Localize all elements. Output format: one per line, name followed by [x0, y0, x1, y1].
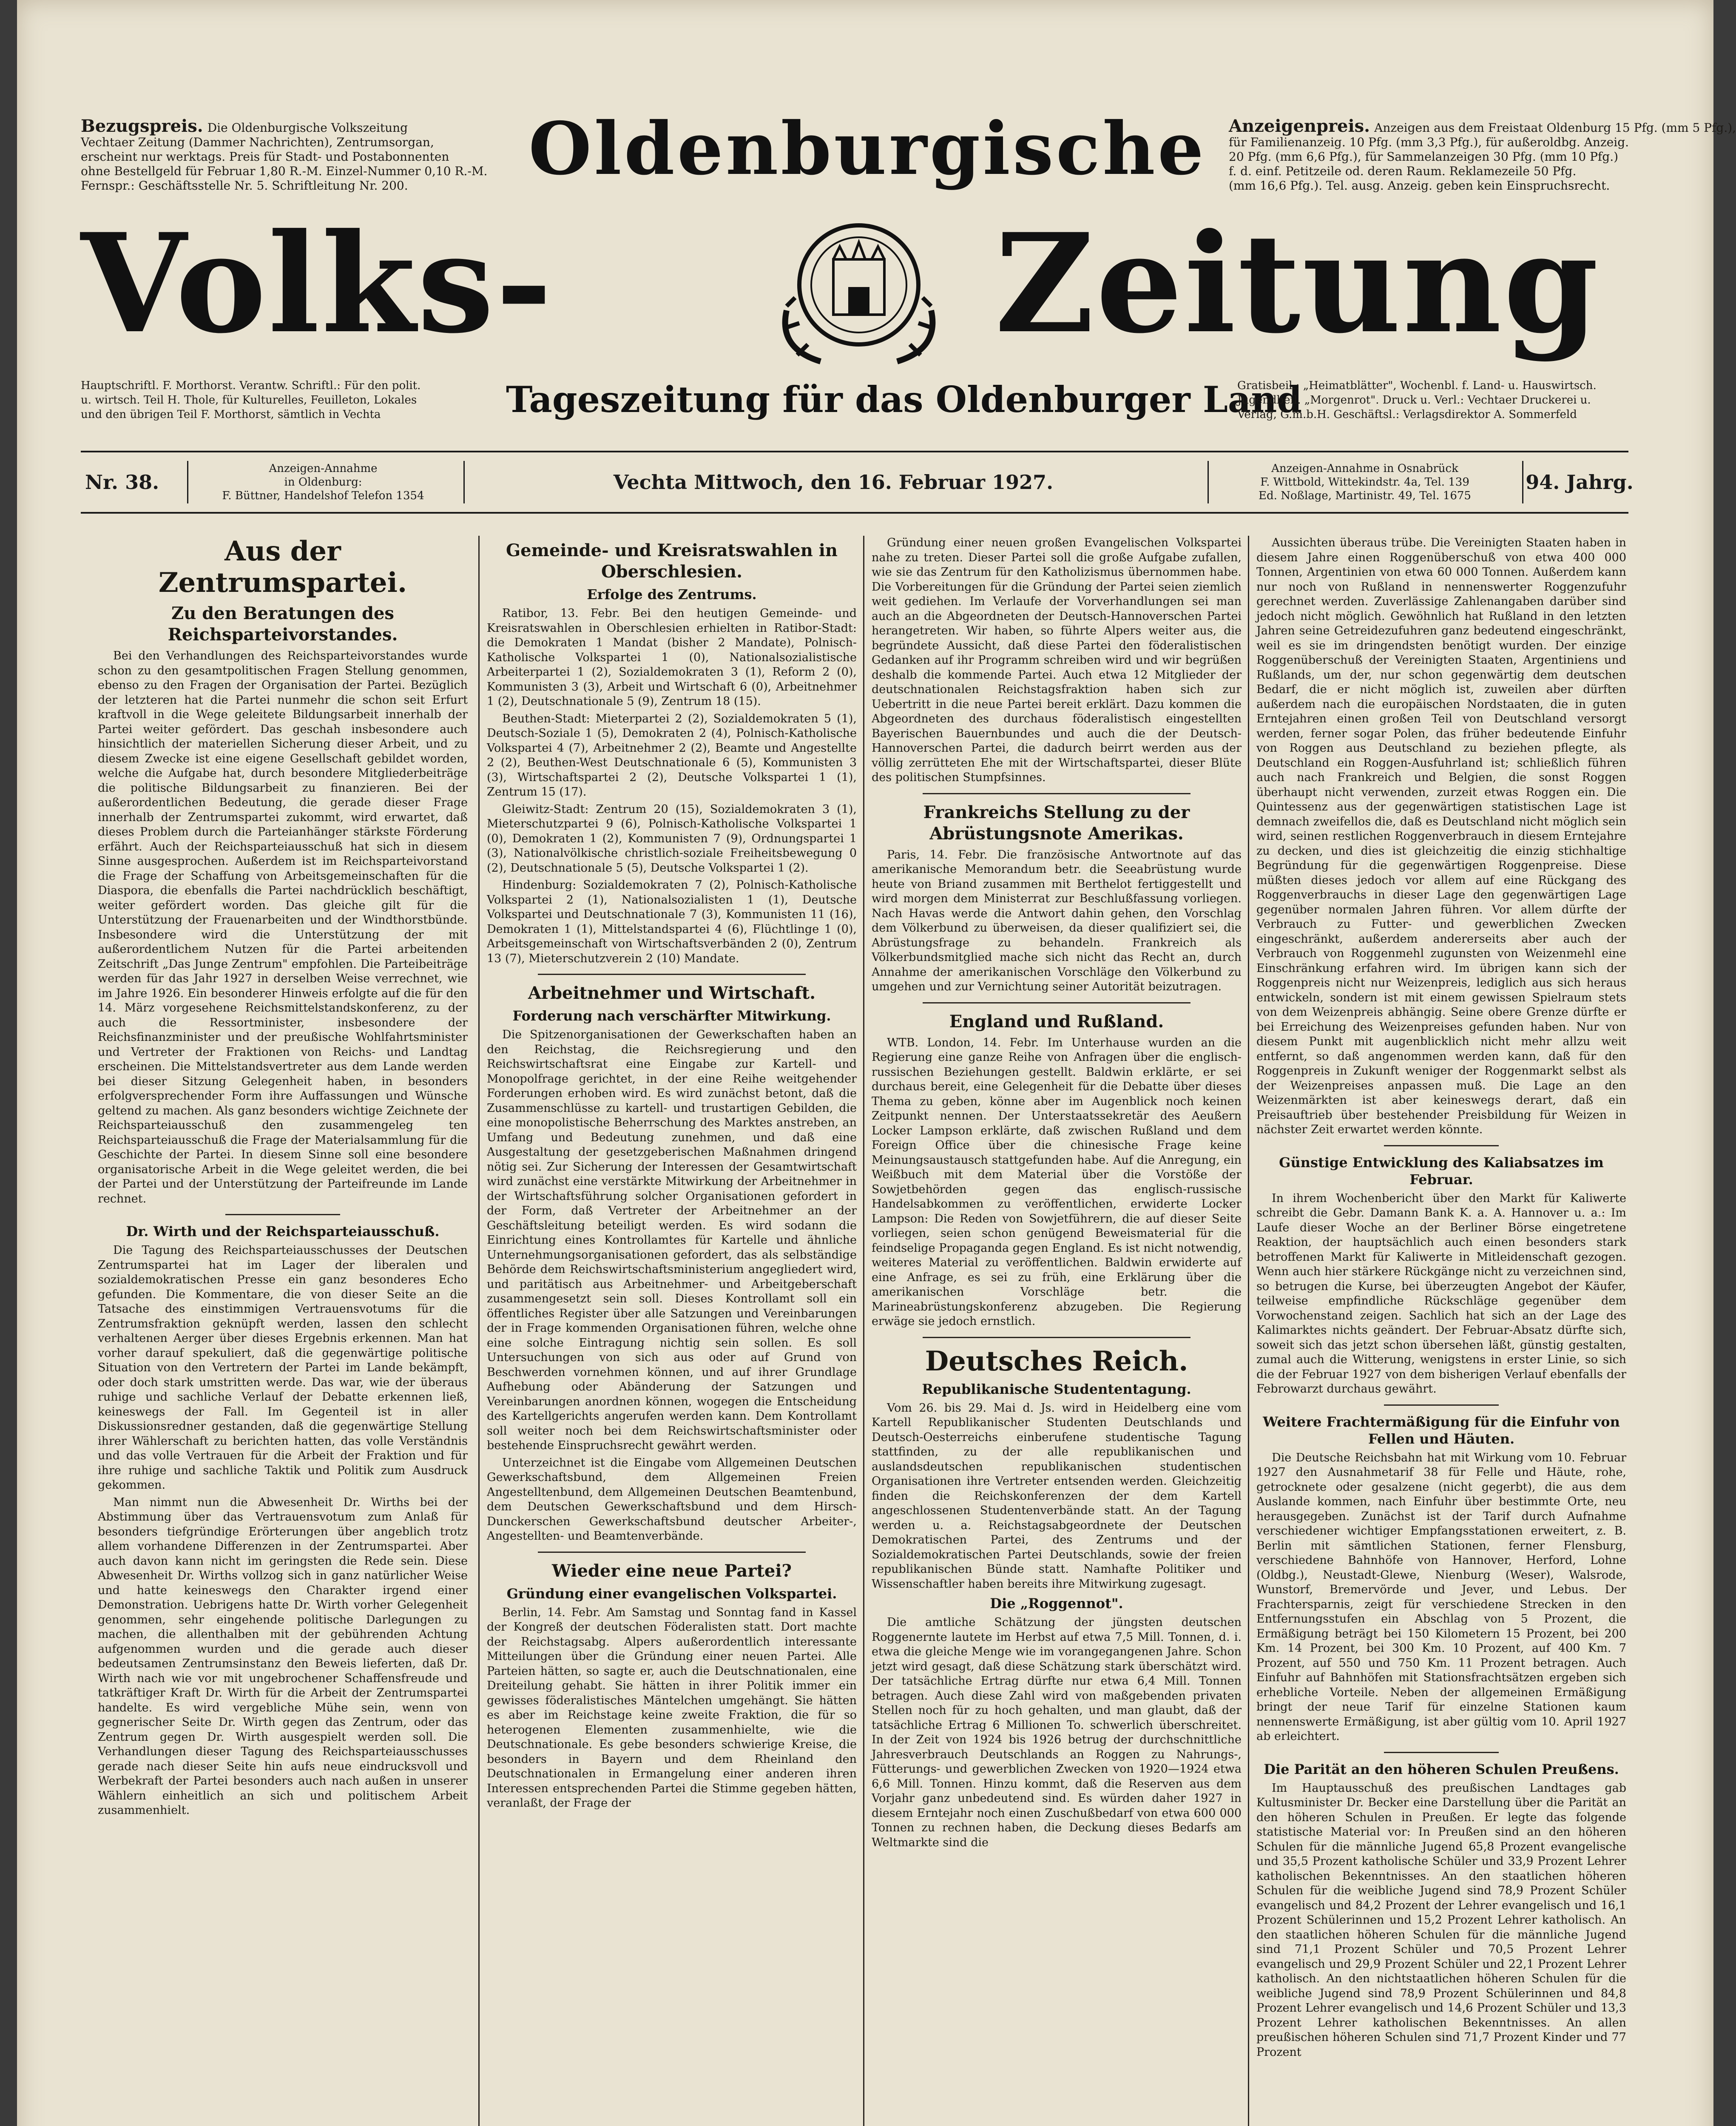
headline-oberschlesien: Gemeinde- und Kreisratswahlen in Oberschlesien. — [506, 540, 838, 582]
subhead-kaliabsatz: Günstige Entwicklung des Kaliabsatzes im Februar. — [1279, 1154, 1604, 1188]
masthead-title-left: Volks- — [81, 204, 554, 364]
headline-neue-partei: Wieder eine neue Partei? — [552, 1560, 792, 1581]
article-paragraph: Gründung einer neuen großen Evangelischen Volkspartei nahe zu treten. Dieser Partei soll die große Aufgabe zufallen, wie sie das Zentrum für den Katholizismus übernommen habe. Die Vorbereitungen für die Gründung der Partei seien ziemlich weit gediehen. Im Verlaufe der Vorverhandlungen sei man auch an die Abgeordneten der Deutsch-Hannoverschen Partei herangetreten. Wir haben, so führte Alpers weiter aus, die begründete Aussicht, daß diese Partei den föderalistischen Gedanken auf ihr Programm schreiben wird und wir begrüßen deshalb die kommende Partei. Auch etwa 12 Mitglieder der deutschnationalen Reichstagsfraktion haben sich zur Uebertritt in die neue Partei bereit erklärt. Dazu kommen die Abgeordneten des durchaus föderalistisch eingestellten Bayerischen Bauernbundes und auch die der Deutsch-Hannoverschen Partei, die dadurch beirrt werden aus der völlig zerrütteten Ehe mit der Wirtschaftspartei, dieser Blüte des politischen Stumpfsinnes. — [872, 536, 1242, 784]
subhead-dr-wirth: Dr. Wirth und der Reichsparteiausschuß. — [126, 1223, 440, 1239]
headline-frankreich: Frankreichs Stellung zu der Abrüstungsnote Amerikas. — [923, 802, 1190, 844]
article-paragraph: Im Hauptausschuß des preußischen Landtages gab Kultusminister Dr. Becker eine Darstellung über die Parität an den höheren Schulen in Preußen. Er legte das folgende statistische Material vor: In Preußen sind an den höheren Schulen für die männliche Jugend 65,8 Prozent evangelische und 35,5 Prozent katholische Schüler und 33,9 Prozent Lehrer katholischen Bekenntnisses. An den staatlichen höheren Schulen für die weibliche Jugend sind 78,9 Prozent Schüler evangelisch und 84,2 Prozent der Lehrer evangelisch und 16,1 Prozent Schülerinnen und 15,2 Prozent Lehrer katholisch. An den staatlichen höheren Schulen für die männliche Jugend sind 71,1 Prozent Schüler und 70,5 Prozent Lehrer evangelisch und 29,9 Prozent Schüler und 22,1 Prozent Lehrer katholisch. An den nichtstaatlichen höheren Schulen für die weibliche Jugend sind 78,9 Prozent Schülerinnen und 84,8 Prozent Lehrer evangelisch und 14,6 Prozent Schüler und 13,3 Prozent Lehrer katholischen Bekenntnisses. An allen preußischen höheren Schulen sind 71,7 Prozent Kinder und 77 Prozent — [1256, 1781, 1626, 2059]
article-paragraph: Gleiwitz-Stadt: Zentrum 20 (15), Sozialdemokraten 3 (1), Mieterschutzpartei 9 (6), Polnisch-Katholische Volkspartei 1 (0), Demokraten 1 (2), Kommunisten 7 (9), Ordnungspartei 1 (3), Nationalvölkische christlich-soziale Freiheitsbewegung 0 (2), Deutschnationale 5 (5), Deutsche Volkspartei 1 (2). — [487, 802, 857, 875]
article-paragraph: Berlin, 14. Febr. Am Samstag und Sonntag fand in Kassel der Kongreß der deutschen Föderalisten statt. Dort machte der Reichstagsabg. Alpers außerordentlich interessante Mitteilungen über die Gründung einer neuen Partei. Alle Parteien hätten, so sagte er, auch die Deutschnationalen, eine Dreiteilung gehabt. Sie hätten in ihrer Politik immer ein gewisses föderalistisches Mäntelchen umgehängt. Sie hätten es aber im Reichstage keine zweite Fraktion, die für so heterogenen Elementen zusammenhielte, wie die Deutschnationale. Es gebe besonders schwierige Kreise, die besonders in Bayern und dem Rheinland den Deutschnationalen in Ermangelung einer anderen ihren Interessen entsprechenden Partei die Stimme gegeben hätten, veranlaßt, der Frage der — [487, 1606, 857, 1810]
article-paragraph: Die Tagung des Reichsparteiausschusses der Deutschen Zentrumspartei hat im Lager der liberalen und sozialdemokratischen Presse ein ganz besonderes Echo gefunden. Die Kommentare, die von dieser Seite an die Tatsache des einstimmigen Vertrauensvotums für die Zentrumsfraktion geknüpft werden, lassen den schlecht verhaltenen Aerger über dieses Ergebnis erkennen. Man hat vorher darauf spekuliert, daß die gegenwärtige politische Situation von den Vertretern der Partei im Lande bekämpft, oder doch stark umstritten werde. Das war, wie der überaus ruhige und sachliche Verlauf der Debatte erkennen ließ, keineswegs der Fall. Im Gegenteil ist in aller Diskussionsredner gestanden, daß die gegenwärtige Stellung ihrer Wählerschaft zu berichten hatten, das volle Verständnis und das volle Vertrauen für die Arbeit der Fraktion und für ihre ruhige und sachliche Taktik und Politik zum Ausdruck gekommen. — [98, 1244, 468, 1492]
masthead — [81, 106, 1736, 455]
subhead-roggennot: Die „Roggennot". — [990, 1595, 1123, 1612]
bezugspreis-box: Bezugspreis. Die Oldenburgische Volkszeitung Vechtaer Zeitung (Dammer Nachrichten), Zentrumsorgan, erscheint nur werktags. Preis für Stadt- und Postabonnenten ohne Bestellgeld für Februar 1,80 R.-M. Einzel-Nummer 0,10 R.-M. Fernspr.: Geschäftsstelle Nr. 5. Schriftleitung Nr. 200. — [81, 116, 488, 193]
column-1 — [98, 536, 468, 2126]
hauptschrift-box: Hauptschriftl. F. Morthorst. Verantw. Schriftl.: Für den polit. u. wirtsch. Teil H. Thole, für Kulturelles, Feuilleton, Lokales und den übrigen Teil F. Morthorst, sämtlich in Vechta — [81, 379, 421, 421]
column-2 — [487, 536, 857, 2126]
headline-england-russland: England und Rußland. — [949, 1011, 1164, 1032]
subhead-beratungen: Zu den Beratungen des Reichsparteivorstandes. — [168, 603, 398, 645]
article-paragraph: Bei den Verhandlungen des Reichsparteivorstandes wurde schon zu den gesamtpolitischen Fragen Stellung genommen, ebenso zu den Fragen der Organisation der Partei. Bezüglich der letzteren hat die Partei nunmehr die schon seit Erfurt kraftvoll in die Wege geleitete Bildungsarbeit innerhalb der Partei weiter gefördert. Das geschah insbesondere auch hinsichtlich der materiellen Sicherung dieser Arbeit, und zu diesem Zwecke ist eine eigene Gesellschaft gebildet worden, welche die Aufgabe hat, durch besondere Mitgliederbeiträge die politische Bildungsarbeit zu finanzieren. Bei der außerordentlichen Bedeutung, die gerade dieser Frage innerhalb der Zentrumspartei zukommt, wird erwartet, daß dieses Problem durch die Parteianhänger stärkste Förderung erfährt. Auch der Reichsparteiausschuß hat sich in diesem Sinne ausgesprochen. Außerdem ist im Reichsparteivorstand die Frage der Schaffung von Arbeitsgemeinschaften für die Diaspora, die ebenfalls die Partei nachdrücklich beschäftigt, weiter gefördert worden. Das gleiche gilt für die Unterstützung der Frauenarbeiten und der Windthorstbünde. Insbesondere wird die Unterstützung der mit außerordentlichem Nutzen für die Partei arbeitenden Zeitschrift „Das Junge Zentrum" empfohlen. Die Parteibeiträge werden für das Jahr 1927 in derselben Weise verrechnet, wie im Jahre 1926. Ein besonderer Hinweis erfolgte auf die für den 14. März vorgesehene Reichsmittelstandskonferenz, zu der auch die Ressortminister, insbesondere der Reichsfinanzminister und der preußische Wohlfahrtsminister und Vertreter der Fraktionen von Reichs- und Landtag erscheinen. Die Mittelstandsvertreter aus dem Lande werden bei dieser Sitzung Gelegenheit haben, in besonders erfolgversprechender Form ihre Auffassungen und Wünsche geltend zu machen. Als ganz besonders wichtige Zeichnete der Reichsparteiausschuß den zusammengeleg ten Reichsparteiausschuß die Frage der Materialsammlung für die Geschichte der Partei. In diesem Sinne soll eine besondere organisatorische Arbeit in die Wege geleitet werden, die bei der Partei und der Unterstützung der Parteifreunde im Lande rechnet. — [98, 649, 468, 1205]
subhead-forderung: Forderung nach verschärfter Mitwirkung. — [512, 1008, 831, 1024]
issue-number: Nr. 38. — [85, 471, 159, 494]
masthead-title-line1: Oldenburgische — [528, 106, 1206, 191]
bezugspreis-lead: Bezugspreis. — [81, 116, 203, 136]
article-paragraph: Die amtliche Schätzung der jüngsten deutschen Roggenernte lautete im Herbst auf etwa 7,5 Mill. Tonnen, d. i. etwa die gleiche Menge wie im vorangegangenen Jahre. Schon jetzt wird gesagt, daß diese Schätzung stark überschätzt wird. Der tatsächliche Ertrag dürfte nur etwa 6,4 Mill. Tonnen betragen. Auch diese Zahl wird von maßgebenden privaten Stellen noch für zu hoch gehalten, und man glaubt, daß der tatsächliche Ertrag 6 Millionen To. schwerlich überschreitet. In der Zeit von 1924 bis 1926 betrug der durchschnittliche Jahresverbrauch Deutschlands an Roggen zu Nahrungs-, Fütterungs- und gewerblichen Zwecken von 1920—1924 etwa 6,6 Mill. Tonnen. Hinzu kommt, daß die Reserven aus dem Vorjahr ganz unbedeutend sind. Es würden daher 1927 in diesem Erntejahr noch einen Zuschußbedarf von etwa 600 000 Tonnen zu rechnen haben, die Deckung dieses Bedarfs am Weltmarkte sind die — [872, 1616, 1242, 1849]
subhead-studententagung: Republikanische Studententagung. — [922, 1381, 1191, 1397]
article-paragraph: Paris, 14. Febr. Die französische Antwortnote auf das amerikanische Memorandum betr. die Seeabrüstung wurde heute von Briand zusammen mit Berthelot fertiggestellt und wird morgen dem Ministerrat zur Beschlußfassung vorliegen. Nach Havas werde die Antwort dahin gehen, den Vorschlag dem Völkerbund zu überweisen, da dieser qualifiziert sei, die Abrüstungsfrage zu behandeln. Frankreich als Völkerbundsmitglied mache sich nicht das Recht an, durch Annahme der amerikanischen Vorschläge den Völkerbund zu umgehen und zur Vernichtung seiner Autorität beizutragen. — [872, 848, 1242, 993]
headline-deutsches-reich: Deutsches Reich. — [925, 1345, 1188, 1377]
subhead-gruendung: Gründung einer evangelischen Volkspartei. — [506, 1585, 837, 1602]
column-3 — [872, 536, 1242, 2126]
masthead-title-right: Zeitung — [995, 204, 1600, 364]
headline-arbeitnehmer: Arbeitnehmer und Wirtschaft. — [528, 983, 816, 1003]
article-paragraph: Beuthen-Stadt: Mieterpartei 2 (2), Sozialdemokraten 5 (1), Deutsch-Soziale 1 (5), Demokraten 2 (4), Polnisch-Katholische Volkspartei 4 (7), Arbeitnehmer 2 (2), Beamte und Angestellte 2 (2), Beuthen-West Deutschnationale 6 (5), Kommunisten 3 (3), Wirtschaftspartei 2 (2), Deutsche Volkspartei 1 (1), Zentrum 15 (17). — [487, 712, 857, 799]
column-4 — [1256, 536, 1626, 2126]
masthead-subtitle: Tageszeitung für das Oldenburger Land — [506, 378, 1302, 421]
headline-zentrumspartei: Aus der Zentrumspartei. — [158, 535, 407, 599]
article-paragraph: Die Deutsche Reichsbahn hat mit Wirkung vom 10. Februar 1927 den Ausnahmetarif 38 für Felle und Häute, rohe, getrocknete oder gesalzene (nicht gegerbt), die aus dem Auslande kommen, nach Einfuhr über bestimmte Orte, neu herausgegeben. Zunächst ist der Tarif durch Aufnahme verschiedener wichtiger Empfangsstationen erweitert, z. B. Berlin mit sämtlichen Stationen, ferner Flensburg, verschiedene Bahnhöfe von Hannover, Herford, Lohne (Oldbg.), Neustadt-Glewe, Nienburg (Weser), Walsrode, Wunstorf, Bremervörde und Jever, und Lebus. Der Frachtersparnis, zeigt für verschiedene Strecken in den Entfernungsstufen ein Abschlag von 5 Prozent, die Ermäßigung beträgt bei 150 Kilometern 15 Prozent, bei 200 Km. 14 Prozent, bei 300 Km. 10 Prozent, auf 400 Km. 7 Prozent, auf 550 und 750 Km. 11 Prozent betragen. Auch Einfuhr auf Bahnhöfen mit Stationsfrachtsätzen ergeben sich erhebliche Vorteile. Neben der allgemeinen Ermäßigung bringt der neue Tarif für einzelne Stationen kaum nennenswerte Ermäßigung, ist aber gültig vom 10. April 1927 ab erleichtert. — [1256, 1451, 1626, 1743]
subhead-paritaet: Die Parität an den höheren Schulen Preußens. — [1264, 1761, 1619, 1777]
issue-date: Vechta Mittwoch, den 16. Februar 1927. — [613, 471, 1054, 494]
annahme-oldenburg: Anzeigen-Annahme in Oldenburg: F. Büttner, Handelshof Telefon 1354 — [222, 462, 424, 502]
article-paragraph: Aussichten überaus trübe. Die Vereinigten Staaten haben in diesem Jahre einen Roggenüberschuß von etwa 400 000 Tonnen, Argentinien von etwa 60 000 Tonnen. Außerdem kann nur noch von Rußland in nennenswerter Roggenzufuhr gerechnet werden. Zuverlässige Zahlenangaben darüber sind jedoch nicht möglich. Gewöhnlich hat Rußland in den letzten Jahren seine Getreidezufuhren ganz bedeutend eingeschränkt, weil es sie im dringendsten benötigt wurden. Der einzige Roggenüberschuß der Vereinigten Staaten, Argentiniens und Rußlands, um der, nur schon gegenwärtig dem deutschen Bedarf, die er nicht möglich ist, zuweilen aber dürften außerdem nach die europäischen Nordstaaten, die in guten Erntejahren einen großen Teil von Deutschland versorgt werden, ferner sogar Polen, das früher bedeutende Einfuhr von Roggen aus Deutschland zu beziehen pflegte, als Deutschland ein Roggen-Ausfuhrland ist; schließlich führen auch nach Frankreich und Belgien, die sonst Roggen überhaupt nicht verwenden, zurzeit etwas Roggen ein. Die Quintessenz aus der gegenwärtigen statistischen Lage ist demnach zweifellos die, daß es Deutschland nicht möglich sein wird, seinen restlichen Roggenverbrauch in diesem Erntejahre zu decken, und dies ist gleichzeitig die einzig stichhaltige Begründung für die gegenwärtigen Roggenpreise. Diese müßten dieses jedoch vor allem auf eine Rückgang des Roggenverbrauchs in dieser Lage den gegenwärtigen Lage gegenüber normalen Jahren führen. Vor allem dürfte der Verbrauch zu Futter- und gewerblichen Zwecken eingeschränkt, außerdem andererseits aber auch der Verbrauch von Roggenmehl zugunsten von Weizenmehl eine Einschränkung erfahren wird. Im übrigen kann sich der Roggenpreis nicht nur Weizenpreis, lediglich aus sich heraus entwickeln, sondern ist mit einem gewissen Spielraum stets von dem Weizenpreis abhängig. Seine obere Grenze dürfte er bei Erreichung des Weizenpreises gefunden haben. Nur von diesem Punkt mit augenblicklich nicht mehr allzu weit entfernt, so daß angenommen werden kann, daß für den Roggenpreis in Zukunft weniger der Roggenmarkt selbst als der Weizenpreises anpassen muß. Die Lage an den Weizenmärkten ist aber keineswegs derart, daß ein Preisauftrieb über bestehender Preisbildung für Weizen in nächster Zeit erwartet werden könnte. — [1256, 536, 1626, 1136]
gratisbeil-box: Gratisbeil.: „Heimatblätter", Wochenbl. f. Land- u. Hauswirtsch. Jugendbeil. „Morgenrot". Druck u. Verl.: Vechtaer Druckerei u. Verlag, G.m.b.H. Geschäftsl.: Verlagsdirektor A. Sommerfeld — [1237, 379, 1597, 421]
issue-info-bar — [81, 451, 1634, 514]
subhead-erfolge: Erfolge des Zentrums. — [587, 586, 757, 603]
anzeigenpreis-box: Anzeigenpreis. Anzeigen aus dem Freistaat Oldenburg 15 Pfg. (mm 5 Pfg.), für Familienanzeig. 10 Pfg. (mm 3,3 Pfg.), für außeroldbg. Anzeig. 20 Pfg. (mm 6,6 Pfg.), für Sammelanzeigen 30 Pfg. (mm 10 Pfg.) f. d. einf. Petitzeile od. deren Raum. Reklamezeile 50 Pfg. (mm 16,6 Pfg.). Tel. ausg. Anzeig. geben kein Einspruchsrecht. — [1229, 116, 1736, 193]
article-paragraph: Vom 26. bis 29. Mai d. Js. wird in Heidelberg eine vom Kartell Republikanischer Studenten Deutschlands und Deutsch-Oesterreichs einberufene studentische Tagung stattfinden, zu der alle republikanischen und auslandsdeutschen republikanischen studentischen Organisationen ihre Vertreter entsenden werden. Gleichzeitig finden die Reichskonferenzen der dem Kartell angeschlossenen Studentenverbände statt. An der Tagung werden u. a. Reichstagsabgeordnete der Deutschen Demokratischen Partei, des Zentrums und der Sozialdemokratischen Partei Deutschlands, sowie der freien republikanischen Bünde statt. Namhafte Politiker und Wissenschaftler haben bereits ihre Mitwirkung zugesagt. — [872, 1401, 1242, 1591]
annahme-osnabrueck: Anzeigen-Annahme in Osnabrück F. Wittbold, Wittekindstr. 4a, Tel. 139 Ed. Noßlage, Martinistr. 49, Tel. 1675 — [1259, 462, 1471, 502]
volume-year: 94. Jahrg. — [1526, 471, 1634, 494]
article-paragraph: Hindenburg: Sozialdemokraten 7 (2), Polnisch-Katholische Volkspartei 2 (1), Nationalsozialisten 1 (1), Deutsche Volkspartei und Deutschnationale 7 (3), Kommunisten 11 (16), Demokraten 1 (1), Mittelstandspartei 4 (6), Flüchtlinge 1 (0), Arbeitsgemeinschaft von Wirtschaftsverbänden 2 (0), Zentrum 13 (7), Mieterschutzverein 2 (10) Mandate. — [487, 878, 857, 965]
article-paragraph: WTB. London, 14. Febr. Im Unterhause wurden an die Regierung eine ganze Reihe von Anfragen über die englisch-russischen Beziehungen gestellt. Baldwin erklärte, er sei durchaus bereit, eine Gelegenheit für die Debatte über dieses Thema zu geben, könne aber im Augenblick noch keinen Zeitpunkt nennen. Der Unterstaatssekretär des Aeußern Locker Lampson erklärte, daß zwischen Rußland und dem Foreign Office über die chinesische Frage keine Meinungsaustausch stattgefunden habe. Auf die Anregung, ein Weißbuch mit dem Material über die Vorstöße der Sowjetbehörden gegen das englisch-russische Handelsabkommen zu veröffentlichen, erwiderte Locker Lampson: Die Reden von Sowjetführern, die auf dieser Seite vorliegen, seien schon genügend Beweismaterial für die feindselige Propaganda gegen England. Es ist nicht notwendig, weiteres Material zu veröffentlichen. Baldwin erwiderte auf eine Anfrage, es sei zu früh, eine Erklärung über die amerikanischen Vorschläge betr. die Marineabrüstungskonferenz abzugeben. Die Regierung erwäge sie jedoch ernstlich. — [872, 1036, 1242, 1328]
subhead-frachtermaessigung: Weitere Frachtermäßigung für die Einfuhr von Fellen und Häuten. — [1263, 1413, 1620, 1447]
article-paragraph: Unterzeichnet ist die Eingabe vom Allgemeinen Deutschen Gewerkschaftsbund, dem Allgemeinen Freien Angestelltenbund, dem Allgemeinen Deutschen Beamtenbund, dem Deutschen Gewerkschaftsbund und dem Hirsch-Dunckerschen Gewerkschaftsbund deutscher Arbeiter-, Angestellten- und Beamtenverbände. — [487, 1456, 857, 1543]
article-paragraph: Ratibor, 13. Febr. Bei den heutigen Gemeinde- und Kreisratswahlen in Oberschlesien erhielten in Ratibor-Stadt: die Demokraten 1 Mandat (bisher 2 Mandate), Polnisch-Katholische Volkspartei 1 (0), Nationalsozialistische Arbeiterpartei 1 (2), Sozialdemokraten 3 (1), Reform 2 (0), Kommunisten 3 (3), Arbeit und Wirtschaft 6 (0), Arbeitnehmer 1 (2), Deutschnationale 5 (9), Zentrum 18 (15). — [487, 607, 857, 708]
anzeigenpreis-lead: Anzeigenpreis. — [1229, 116, 1370, 136]
newspaper-page — [17, 0, 1736, 2126]
city-coat-of-arms-icon — [770, 213, 948, 374]
article-paragraph: Man nimmt nun die Abwesenheit Dr. Wirths bei der Abstimmung über das Vertrauensvotum zum Anlaß für besonders tiefgründige Erörterungen über angeblich trotz allem vorhandene Differenzen in der Zentrumspartei. Aber auch davon kann nicht im geringsten die Rede sein. Diese Abwesenheit Dr. Wirths vollzog sich in ganz natürlicher Weise und hatte keineswegs den Charakter irgend einer Demonstration. Uebrigens hatte Dr. Wirth vorher Gelegenheit genommen, sehr eingehende politische Darlegungen zu machen, die allenthalben mit der gebührenden Achtung aufgenommen wurden und die gerade auch dieser bedeutsamen Zentrumsinstanz den Beweis lieferten, daß Dr. Wirth nach wie vor mit ungebrochener Schaffensfreude und tatkräftiger Kraft Dr. Wirth für die Arbeit der Zentrumspartei handelte. Es wird vergebliche Mühe sein, wenn von gegnerischer Seite Dr. Wirth gegen das Zentrum, oder das Zentrum gegen Dr. Wirth ausgespielt werden soll. Die Verhandlungen dieser Tagung des Reichsparteiausschusses gerade nach dieser Seite hin aufs neue eindrucksvoll und Werbekraft der Partei besonders auch nach außen in unserer Wählern einheitlich an sich und politischem Arbeit zusammenhielt. — [98, 1495, 468, 1817]
article-paragraph: Die Spitzenorganisationen der Gewerkschaften haben an den Reichstag, die Reichsregierung und den Reichswirtschaftsrat eine Eingabe zur Kartell- und Monopolfrage gerichtet, in der eine Reihe weitgehender Forderungen erhoben wird. Es wird zunächst betont, daß die Zusammenschlüsse zu kartell- und trustartigen Gebilden, die eine monopolistische Beherrschung des Marktes anstreben, an Umfang und Bedeutung zunehmen, und daß eine Ausgestaltung der gesetzgeberischen Maßnahmen dringend nötig sei. Zur Sicherung der Interessen der Gesamtwirtschaft wird zunächst eine verstärkte Mitwirkung der Arbeitnehmer in der Wirtschaftsführung solcher Organisationen gefordert in der Form, daß Vertreter der Arbeitnehmer an der Geschäftsleitung beteiligt werden. Es wird sodann die Einrichtung eines Kontrollamtes für Kartelle und ähnliche Unternehmungsorganisationen gefordert, das als selbständige Behörde dem Reichswirtschaftsministerium angegliedert wird, und paritätisch aus Arbeitnehmer- und Arbeitgeberschaft zusammengesetzt sein soll. Dieses Kontrollamt soll ein öffentliches Register über alle Satzungen und Vereinbarungen der in Frage kommenden Organisationen führen, welche ohne eine solche Eintragung nichtig sein sollen. Es soll Untersuchungen von sich aus oder auf Grund von Beschwerden vornehmen können, und auf ihrer Grundlage Aufhebung oder Abänderung der Satzungen und Vereinbarungen anordnen können, wogegen die Entscheidung des Kartellgerichts angerufen werden kann. Dem Kontrollamt soll weiter noch bei dem Reichswirtschaftsminister oder bestehende Einspruchsrecht gewährt werden. — [487, 1028, 857, 1452]
article-paragraph: In ihrem Wochenbericht über den Markt für Kaliwerte schreibt die Gebr. Damann Bank K. a. A. Hannover u. a.: Im Laufe dieser Woche an der Berliner Börse eingetretene Reaktion, der hauptsächlich auch einen besonders stark betroffenen Markt für Kaliwerte in Mitleidenschaft gezogen. Wenn auch hier stärkere Rückgänge nicht zu verzeichnen sind, so betrugen die Kurse, bei überzeugten Angebot der Käufer, teilweise empfindliche Rückschläge gegenüber dem Vorwochenstand zeigen. Sachlich hat sich an der Lage des Kalimarktes nichts geändert. Der Februar-Absatz dürfte sich, soweit sich das jetzt schon übersehen läßt, günstig gestalten, zumal auch die Witterung, wenigstens in erster Linie, so sich die der Februar 1927 von dem bisherigen Verlauf ebenfalls der Febrowarzt durchaus gewährt. — [1256, 1191, 1626, 1396]
